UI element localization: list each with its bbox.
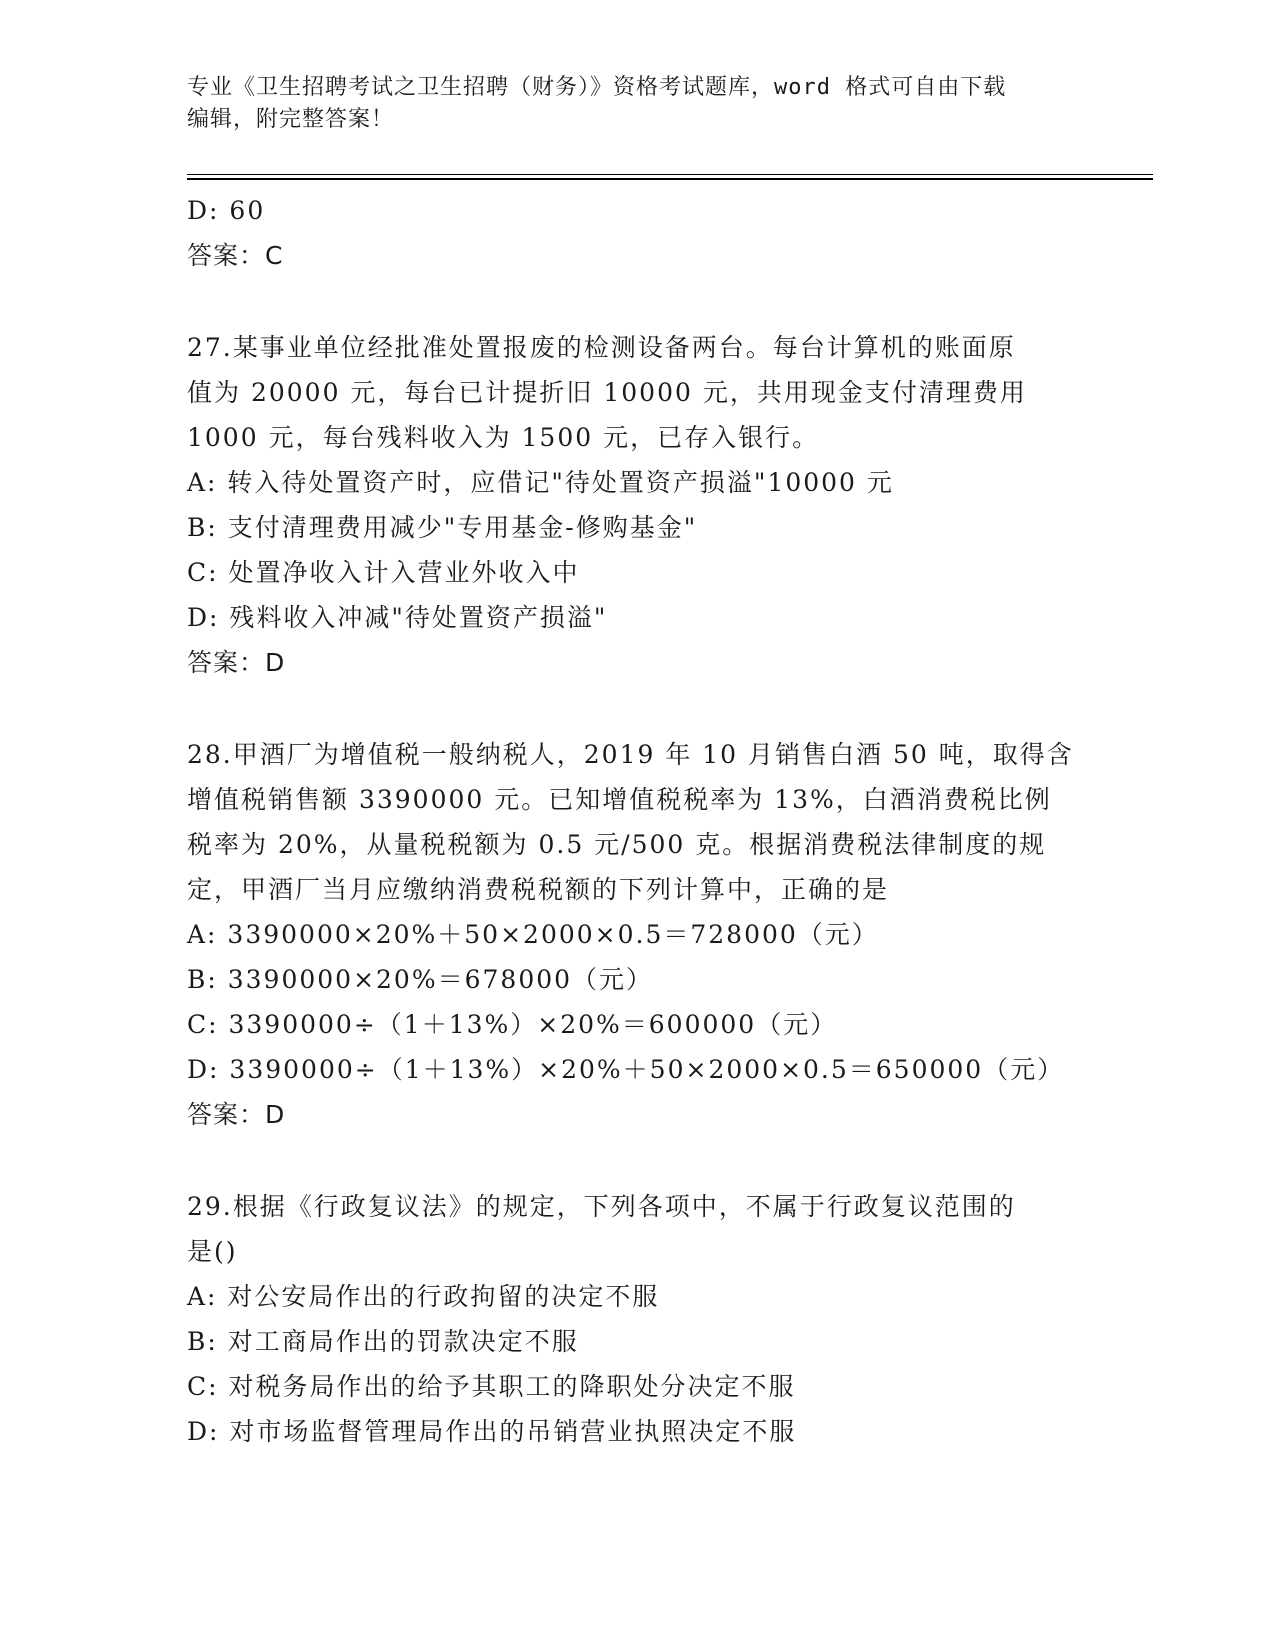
question-stem-line: 28.甲酒厂为增值税一般纳税人，2019 年 10 月销售白酒 50 吨，取得含 (187, 740, 1074, 769)
question-27 (187, 325, 1107, 685)
option-b: B: 3390000×20%＝678000（元） (187, 965, 654, 994)
spacer (187, 685, 1107, 732)
answer-line: 答案：D (187, 648, 286, 677)
option-c: C: 3390000÷（1＋13%）×20%＝600000（元） (187, 1010, 838, 1039)
option-d: D: 3390000÷（1＋13%）×20%＋50×2000×0.5＝650000（元） (187, 1055, 1065, 1084)
header-divider-thin (187, 174, 1153, 175)
question-29 (187, 1184, 1107, 1454)
question-stem-line: 27.某事业单位经批准处置报废的检测设备两台。每台计算机的账面原 (187, 333, 1016, 362)
option-a: A: 3390000×20%＋50×2000×0.5＝728000（元） (187, 920, 879, 949)
question-stem-line: 值为 20000 元，每台已计提折旧 10000 元，共用现金支付清理费用 (187, 378, 1027, 407)
option-b: B: 对工商局作出的罚款决定不服 (187, 1327, 579, 1356)
option-d: D: 残料收入冲减"待处置资产损溢" (187, 603, 608, 632)
page-header (187, 72, 1087, 136)
option-b: B: 支付清理费用减少"专用基金-修购基金" (187, 513, 698, 542)
header-line-1: 专业《卫生招聘考试之卫生招聘（财务）》资格考试题库，word 格式可自由下载 (187, 75, 1007, 100)
option-a: A: 转入待处置资产时，应借记"待处置资产损溢"10000 元 (187, 468, 894, 497)
question-stem-line: 1000 元，每台残料收入为 1500 元，已存入银行。 (187, 423, 820, 452)
option-a: A: 对公安局作出的行政拘留的决定不服 (187, 1282, 660, 1311)
question-stem-line: 增值税销售额 3390000 元。已知增值税税率为 13%，白酒消费税比例 (187, 785, 1052, 814)
option-d: D: 60 (187, 196, 266, 225)
question-stem-line: 是() (187, 1237, 238, 1266)
question-28 (187, 732, 1107, 1137)
header-line-2: 编辑，附完整答案！ (187, 107, 395, 132)
previous-question-tail (187, 188, 1107, 278)
option-c: C: 对税务局作出的给予其职工的降职处分决定不服 (187, 1372, 796, 1401)
option-c: C: 处置净收入计入营业外收入中 (187, 558, 580, 587)
answer-line: 答案：D (187, 1100, 286, 1129)
question-stem-line: 定，甲酒厂当月应缴纳消费税税额的下列计算中，正确的是 (187, 875, 890, 904)
question-stem-line: 税率为 20%，从量税税额为 0.5 元/500 克。根据消费税法律制度的规 (187, 830, 1047, 859)
spacer (187, 278, 1107, 325)
spacer (187, 1137, 1107, 1184)
answer-line: 答案：C (187, 241, 284, 270)
question-stem-line: 29.根据《行政复议法》的规定，下列各项中，不属于行政复议范围的 (187, 1192, 1016, 1221)
option-d: D: 对市场监督管理局作出的吊销营业执照决定不服 (187, 1417, 797, 1446)
document-body (187, 188, 1107, 1454)
header-divider-thick (187, 178, 1153, 180)
